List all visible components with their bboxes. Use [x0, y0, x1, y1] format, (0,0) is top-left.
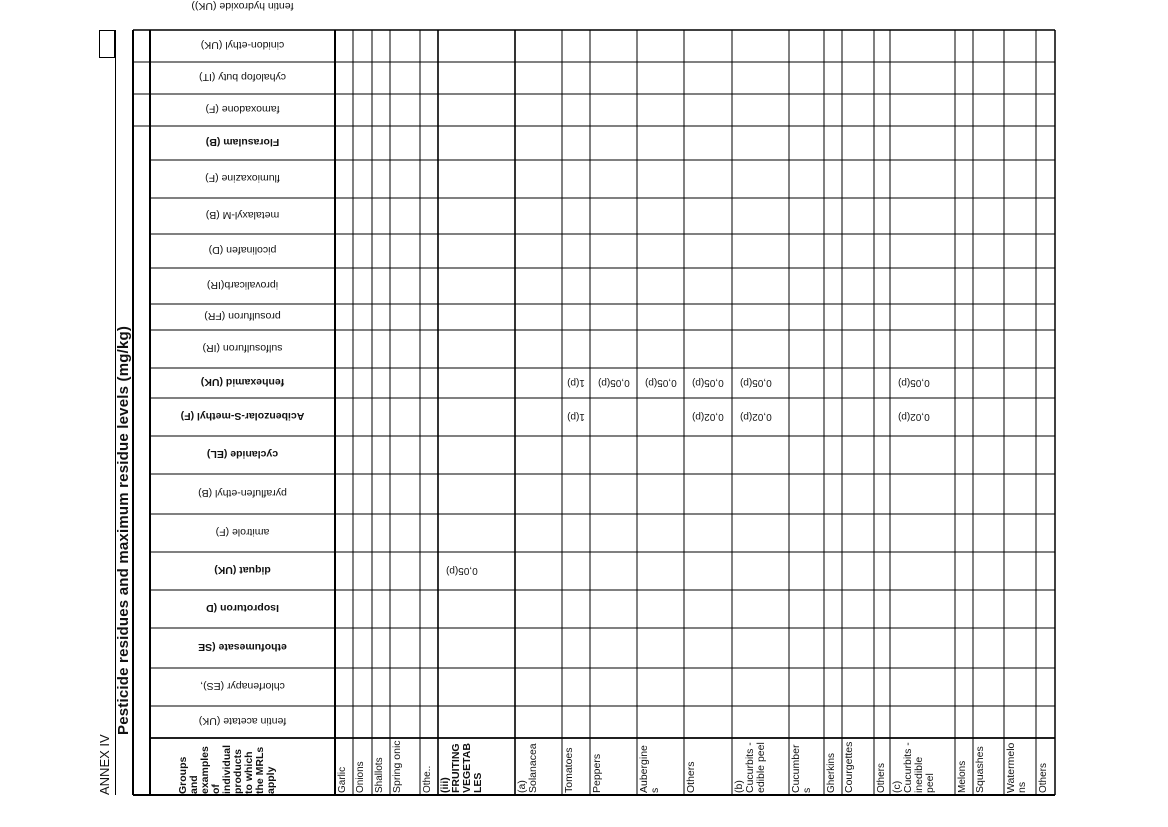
substance-header: Florasulam (B): [205, 136, 280, 148]
product-header: Tomatoes: [563, 747, 575, 793]
product-header: Gherkins: [826, 752, 837, 793]
substance-header: Acibenzolar-S-methyl (F): [180, 410, 305, 422]
substance-header: sulfosulfuron (IR): [202, 342, 283, 354]
mrl-value: 0,05(p): [692, 377, 724, 388]
product-header: Onions: [355, 761, 366, 793]
substance-header: cinidon-ethyl (UK): [200, 39, 285, 51]
substance-header: Isoproturon (D: [206, 602, 279, 614]
product-header: Others: [1038, 762, 1049, 793]
product-header: (c) Cucurbits - inedible peel: [891, 742, 936, 793]
mrl-value: 0,05(p): [898, 377, 930, 388]
product-header: Melons: [957, 760, 968, 793]
substance-header: iprovalicarb(IR): [206, 279, 279, 291]
substance-header: fenhexamid (UK): [200, 376, 285, 388]
page-title: Pesticide residues and maximum residue levels (mg/kg): [115, 325, 132, 735]
product-header: Shallots: [374, 757, 385, 793]
substance-header: chlorfenapyr (ES),: [200, 680, 285, 692]
product-header: Spring onic: [391, 740, 403, 793]
mrl-value: 0,05(p): [446, 565, 478, 576]
substance-header: cyhalofop buty (IT): [199, 71, 286, 83]
substance-header: fentin acetate (UK): [198, 715, 287, 727]
substance-header: famoxadone (F): [205, 103, 280, 115]
product-header: Squashes: [974, 746, 986, 793]
product-header: Courgettes: [843, 741, 855, 793]
product-header: Garlic: [337, 766, 348, 793]
substance-header: pyraflufen-ethyl (B): [198, 487, 287, 499]
mrl-value: 0,02(p): [898, 411, 930, 422]
row-header-cell: [150, 738, 334, 794]
product-header: Peppers: [591, 753, 603, 793]
substance-header: amitrole (F): [215, 526, 270, 538]
product-header: Aubergine s: [638, 745, 661, 793]
substance-header: diquat (UK): [214, 564, 271, 576]
mrl-value: 0,02(p): [740, 411, 772, 422]
product-header: Watermelo ns: [1005, 742, 1028, 793]
substance-header: picolinafen (D): [208, 244, 277, 256]
substance-header: metalaxyl-M (B): [205, 209, 280, 221]
mrl-value: 0,05(p): [598, 377, 630, 388]
product-header: Others: [685, 761, 697, 793]
substance-header: flumioxazine (F): [205, 172, 280, 184]
mrl-value: 0,05(p): [645, 377, 677, 388]
mrl-value: 1(p): [567, 377, 585, 388]
mrl-value: 0,02(p): [692, 411, 724, 422]
product-header: (iii) FRUITING VEGETAB LES: [439, 743, 484, 793]
mrl-value: 0,05(p): [740, 377, 772, 388]
substance-header: ethofumesate (SE: [198, 641, 287, 653]
substance-header: cyclanide (EL): [206, 448, 279, 460]
substance-header: fentin hydroxide (UK)): [191, 0, 294, 12]
mrl-value: 1(p): [567, 411, 585, 422]
product-header: (a) Solanacea: [516, 743, 539, 793]
product-header: Others: [876, 762, 887, 793]
substance-header: prosulfuron (FR): [204, 310, 281, 322]
product-header: Cucumber s: [790, 744, 813, 793]
row-header-text: Groups and examples of individual products to which the MRLs apply: [177, 744, 277, 794]
product-header: (b) Cucurbits - edible peel: [733, 742, 767, 793]
annex-label: ANNEX IV: [97, 734, 112, 795]
product-header: Othe..: [422, 765, 433, 793]
